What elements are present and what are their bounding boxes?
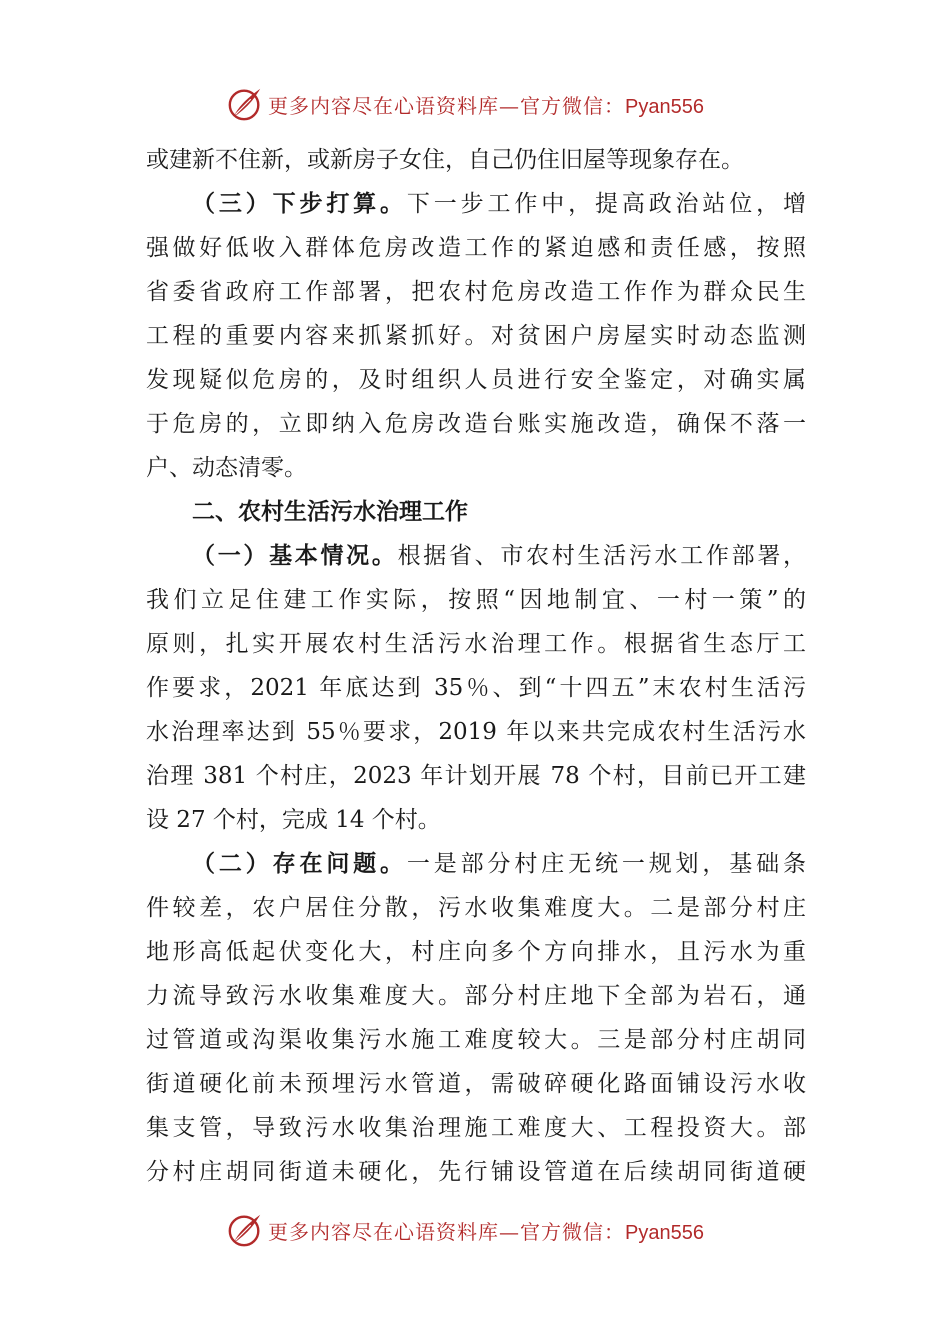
paragraph-text: 一是部分村庄无统一规划，基础条: [406, 851, 807, 877]
paragraph-line: 地形高低起伏变化大，村庄向多个方向排水，且污水为重: [146, 939, 806, 965]
paragraph-line: 治理 381 个村庄，2023 年计划开展 78 个村，目前已开工建: [146, 763, 806, 789]
subsection-heading: （三）下步打算。: [192, 190, 407, 217]
paragraph-line: 工程的重要内容来抓紧抓好。对贫困户房屋实时动态监测: [146, 323, 806, 349]
paragraph-line: 发现疑似危房的，及时组织人员进行安全鉴定，对确实属: [146, 367, 806, 393]
quill-logo-icon: [226, 1211, 264, 1249]
section-heading: 二、农村生活污水治理工作: [192, 498, 468, 525]
document-body: [146, 138, 806, 1194]
wechat-id: Pyan556: [625, 95, 704, 118]
paragraph-line: 户、动态清零。: [146, 455, 307, 481]
paragraph-line: 于危房的，立即纳入危房改造台账实施改造，确保不落一: [146, 411, 806, 437]
footer-watermark: [226, 1210, 704, 1250]
paragraph-text: 根据省、市农村生活污水工作部署，: [397, 543, 807, 569]
paragraph-line: 力流导致污水收集难度大。部分村庄地下全部为岩石，通: [146, 983, 806, 1009]
subsection-heading: （二）存在问题。: [192, 850, 407, 877]
paragraph-first-line: [146, 534, 806, 578]
paragraph-line: 我们立足住建工作实际，按照“因地制宜、一村一策”的: [146, 587, 806, 613]
paragraph-line: 水治理率达到 55％要求，2019 年以来共完成农村生活污水: [146, 719, 806, 745]
paragraph-line: 强做好低收入群体危房改造工作的紧迫感和责任感，按照: [146, 235, 806, 261]
watermark-text: 更多内容尽在心语资料库—官方微信：Pyan556: [268, 1219, 704, 1244]
wechat-id: Pyan556: [625, 1221, 704, 1244]
paragraph-first-line: [146, 182, 806, 226]
paragraph-line: 或建新不住新，或新房子女住，自己仍住旧屋等现象存在。: [146, 147, 744, 173]
paragraph-first-line: [146, 842, 806, 886]
quill-logo-icon: [226, 85, 264, 123]
paragraph-line: 设 27 个村，完成 14 个村。: [146, 807, 441, 833]
subsection-heading: （一）基本情况。: [192, 542, 398, 569]
paragraph-line: 作要求，2021 年底达到 35％、到“十四五”末农村生活污: [146, 675, 806, 701]
paragraph-line: 街道硬化前未预埋污水管道，需破碎硬化路面铺设污水收: [146, 1071, 806, 1097]
paragraph-text: 下一步工作中，提高政治站位，增: [406, 191, 807, 217]
paragraph-line: 过管道或沟渠收集污水施工难度较大。三是部分村庄胡同: [146, 1027, 806, 1053]
paragraph-line: 集支管，导致污水收集治理施工难度大、工程投资大。部: [146, 1115, 806, 1141]
paragraph-line: 件较差，农户居住分散，污水收集难度大。二是部分村庄: [146, 895, 806, 921]
paragraph-line: 原则，扎实开展农村生活污水治理工作。根据省生态厅工: [146, 631, 806, 657]
paragraph-line: 省委省政府工作部署，把农村危房改造工作作为群众民生: [146, 279, 806, 305]
header-watermark: [226, 84, 704, 124]
paragraph-line: 分村庄胡同街道未硬化，先行铺设管道在后续胡同街道硬: [146, 1159, 806, 1185]
watermark-text: 更多内容尽在心语资料库—官方微信：Pyan556: [268, 93, 704, 118]
